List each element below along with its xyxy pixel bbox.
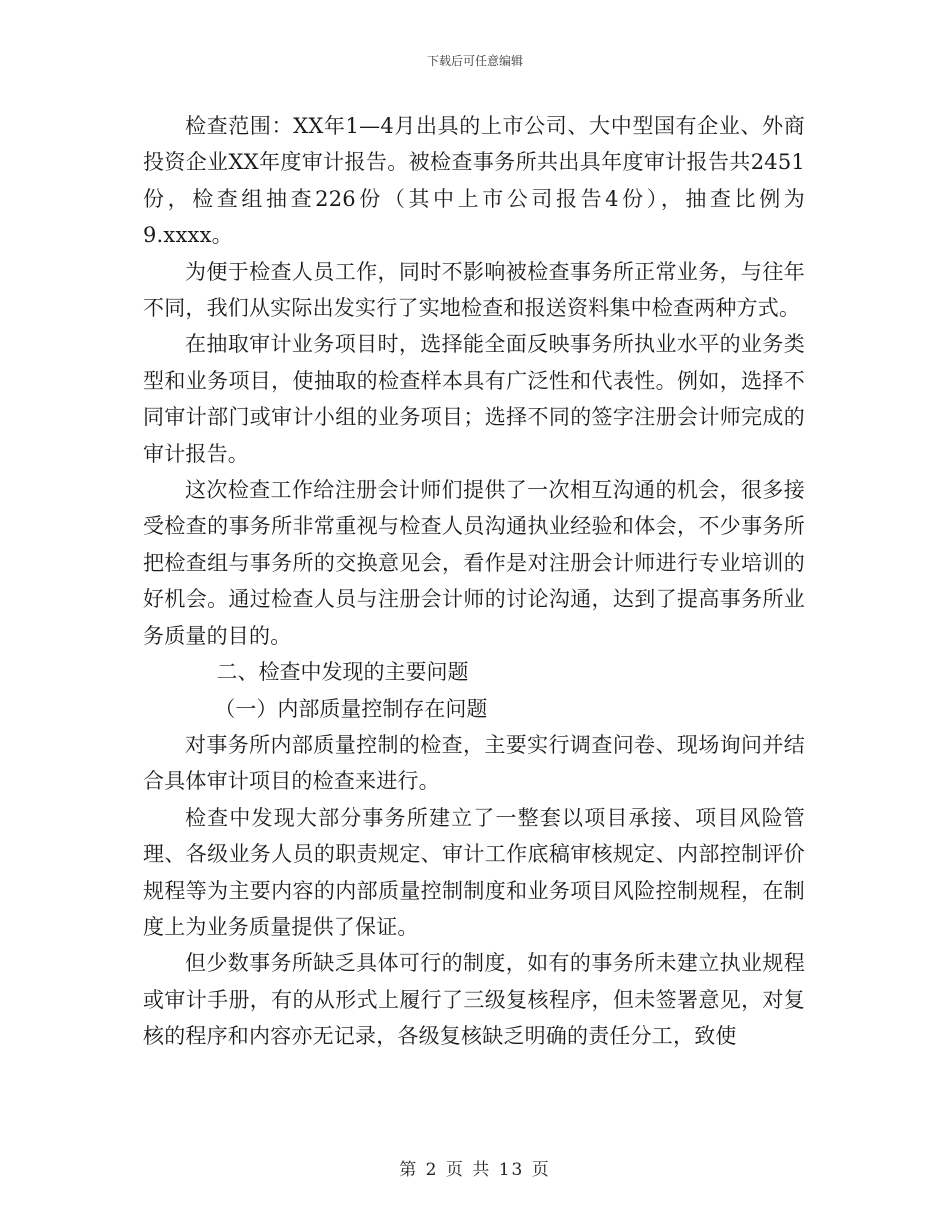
section-heading: 二、检查中发现的主要问题 [216,660,469,685]
paragraph-quality-control-findings: 检查中发现大部分事务所建立了一整套以项目承接、项目风险管理、各级业务人员的职责规定、审计工作底稿审核规定、内部控制评价规程等为主要内容的内部质量控制制度和业务项目风险控制规程，在制度上为业务质量提供了保证。 [143,805,805,939]
paragraph-inspection-method: 为便于检查人员工作，同时不影响被检查事务所正常业务，与往年不同，我们从实际出发实行了实地检查和报送资料集中检查两种方式。 [143,259,805,321]
paragraph-quality-control-check: 对事务所内部质量控制的检查，主要实行调查问卷、现场询问并结合具体审计项目的检查来进行。 [143,732,805,794]
document-body [143,108,805,1055]
paragraph-communication: 这次检查工作给注册会计师们提供了一次相互沟通的机会，很多接受检查的事务所非常重视与检查人员沟通执业经验和体会，不少事务所把检查组与事务所的交换意见会，看作是对注册会计师进行专业培训的好机会。通过检查人员与注册会计师的讨论沟通，达到了提高事务所业务质量的目的。 [143,478,805,648]
subsection-heading: （一）内部质量控制存在问题 [214,696,488,721]
paragraph-sample-selection: 在抽取审计业务项目时，选择能全面反映事务所执业水平的业务类型和业务项目，使抽取的检查样本具有广泛性和代表性。例如，选择不同审计部门或审计小组的业务项目；选择不同的签字注册会计师完成的审计报告。 [143,332,805,466]
page-number-footer: 第 2 页 共 13 页 [399,1160,551,1180]
paragraph-quality-control-issues: 但少数事务所缺乏具体可行的制度，如有的事务所未建立执业规程或审计手册，有的从形式上履行了三级复核程序，但未签署意见，对复核的程序和内容亦无记录，各级复核缺乏明确的责任分工，致使 [143,951,805,1049]
paragraph-inspection-scope: 检查范围：XX年1—4月出具的上市公司、大中型国有企业、外商投资企业XX年度审计报告。被检查事务所共出具年度审计报告共2451份，检查组抽查226份（其中上市公司报告4份），抽查比例为9.xxxx。 [143,114,805,248]
page-header: 下载后可任意编辑 [426,54,523,68]
